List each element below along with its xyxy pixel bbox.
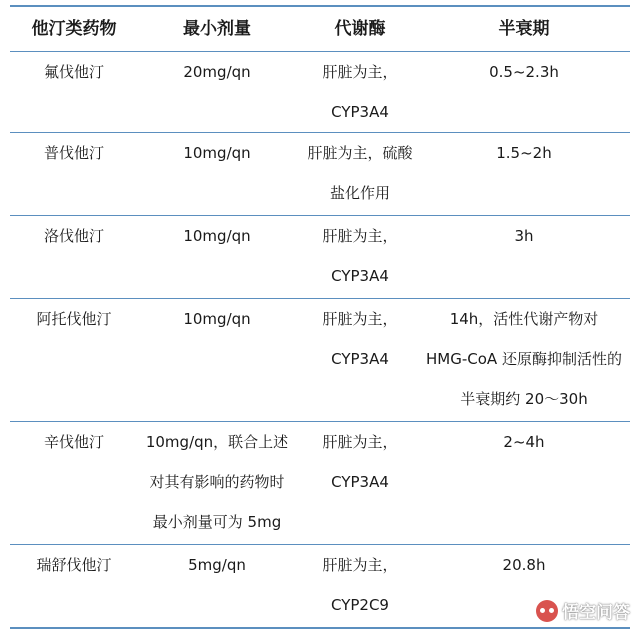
drug-name-cell: 氟伐他汀 (43, 63, 104, 81)
dose-cell: 20mg/qn (183, 63, 251, 81)
enzyme-cell: 肝脏为主， CYP3A4 (322, 433, 398, 491)
dose-cell: 10mg/qn (183, 227, 251, 245)
enzyme-cell: 肝脏为主， CYP3A4 (322, 63, 398, 121)
drug-name-cell: 瑞舒伐他汀 (36, 556, 112, 574)
table-row (10, 216, 630, 298)
dose-cell: 5mg/qn (188, 556, 246, 574)
half-life-cell: 14h，活性代谢产物对 HMG-CoA 还原酶抑制活性的 半衰期约 20～30h (426, 310, 622, 408)
enzyme-cell: 肝脏为主， CYP2C9 (322, 556, 398, 614)
header-drug: 他汀类药物 (31, 19, 117, 39)
dose-cell: 10mg/qn，联合上述 对其有影响的药物时 最小剂量可为 5mg (145, 433, 289, 531)
drug-name-cell: 洛伐他汀 (43, 227, 104, 245)
table-header-row (10, 7, 630, 51)
dose-cell: 10mg/qn (183, 310, 251, 328)
half-life-cell: 20.8h (502, 556, 546, 574)
table-row (10, 422, 630, 544)
half-life-cell: 3h (514, 227, 534, 245)
table-row (10, 52, 630, 132)
enzyme-cell: 肝脏为主， CYP3A4 (322, 310, 398, 368)
drug-name-cell: 阿托伐他汀 (36, 310, 112, 328)
drug-name-cell: 辛伐他汀 (43, 433, 104, 451)
dose-cell: 10mg/qn (183, 144, 251, 162)
half-life-cell: 2~4h (503, 433, 545, 451)
drug-name-cell: 普伐他汀 (43, 144, 104, 162)
table-row (10, 133, 630, 215)
enzyme-cell: 肝脏为主，硫酸 盐化作用 (307, 144, 413, 202)
half-life-cell: 0.5~2.3h (489, 63, 559, 81)
watermark-text: 悟空问答 (562, 603, 630, 623)
half-life-cell: 1.5~2h (496, 144, 552, 162)
wukong-logo-icon (536, 600, 558, 622)
header-enzyme: 代谢酶 (334, 19, 386, 39)
header-half-life: 半衰期 (498, 19, 550, 39)
enzyme-cell: 肝脏为主， CYP3A4 (322, 227, 398, 285)
header-min-dose: 最小剂量 (183, 19, 251, 39)
table-bottom-border (10, 627, 630, 629)
watermark (536, 598, 630, 623)
table-row (10, 299, 630, 421)
